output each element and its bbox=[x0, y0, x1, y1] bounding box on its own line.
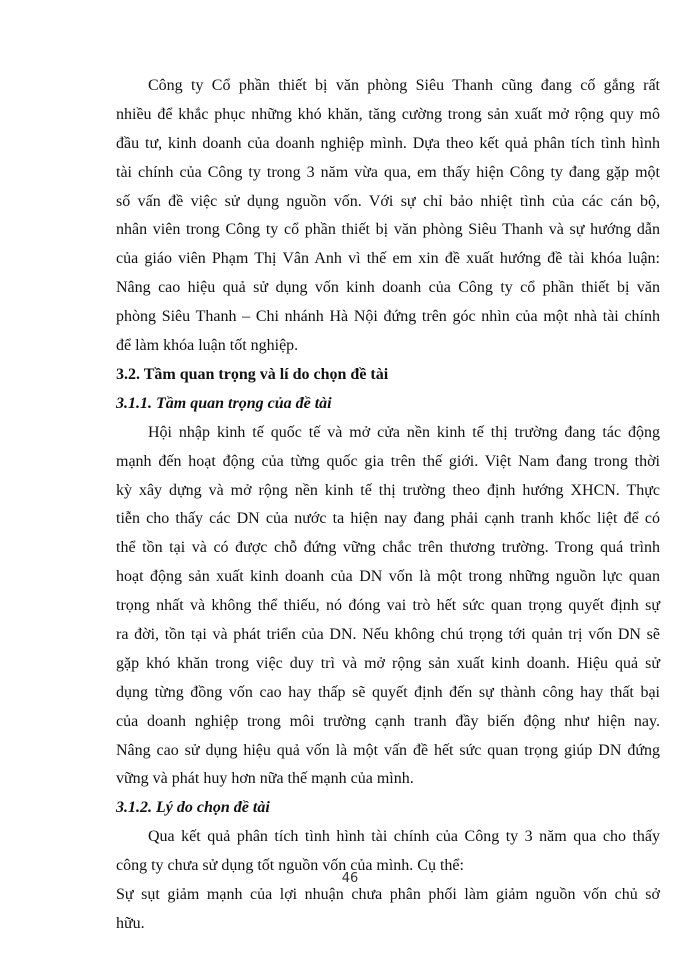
text-line: nhân viên trong Công ty cổ phần thiết bị văn phòng Siêu Thanh và sự hướng dẫn bbox=[116, 221, 660, 239]
section-heading-3-2: 3.2. Tầm quan trọng và lí do chọn đề tài bbox=[116, 365, 389, 383]
text-line: Nâng cao sử dụng hiệu quả vốn là một vấn đề hết sức quan trọng giúp DN đứng bbox=[116, 741, 660, 759]
text-line: thể tồn tại và có được chỗ đứng vững chắc trên thương trường. Trong quá trình bbox=[116, 539, 660, 557]
text-line: số vấn đề việc sử dụng nguồn vốn. Với sự chỉ bảo nhiệt tình của các cán bộ, bbox=[116, 192, 660, 210]
text-line: Nâng cao hiệu quả sử dụng vốn kinh doanh của Công ty cổ phần thiết bị văn bbox=[116, 279, 660, 297]
text-line: Sự sụt giảm mạnh của lợi nhuận chưa phân phối làm giảm nguồn vốn chủ sở bbox=[116, 885, 660, 903]
text-line: kỳ xây dựng và mở rộng nền kinh tế thị trường theo định hướng XHCN. Thực bbox=[116, 481, 660, 499]
text-line: trọng nhất và không thể thiếu, nó đóng vai trò hết sức quan trọng quyết định sự bbox=[116, 597, 660, 615]
text-line: nhiều để khắc phục những khó khăn, tăng cường trong sản xuất mở rộng quy mô bbox=[116, 105, 660, 123]
text-line: mạnh đến hoạt động của từng quốc gia trên thế giới. Việt Nam đang trong thời bbox=[116, 452, 660, 470]
text-line: hữu. bbox=[116, 914, 145, 932]
text-line: công ty chưa sử dụng tốt nguồn vốn của mình. Cụ thể: bbox=[116, 857, 464, 875]
text-line: của giáo viên Phạm Thị Vân Anh vì thế em xin đề xuất hướng đề tài khóa luận: bbox=[116, 250, 660, 268]
page-number: 46 bbox=[341, 871, 359, 886]
text-line: vững và phát huy hơn nữa thế mạnh của mình. bbox=[116, 770, 414, 788]
text-line: ra đời, tồn tại và phát triển của DN. Nếu không chú trọng tới quản trị vốn DN sẽ bbox=[116, 625, 660, 643]
text-line: Công ty Cổ phần thiết bị văn phòng Siêu Thanh cũng đang cố gắng rất bbox=[148, 77, 660, 94]
text-line: Hội nhập kinh tế quốc tế và mở cửa nền kinh tế thị trường đang tác động bbox=[148, 423, 660, 441]
paragraph-detail bbox=[116, 881, 660, 939]
paragraph-importance bbox=[116, 419, 660, 795]
text-line: phòng Siêu Thanh – Chi nhánh Hà Nội đứng trên góc nhìn của một nhà tài chính bbox=[116, 308, 660, 326]
text-line: để làm khóa luận tốt nghiệp. bbox=[116, 337, 299, 355]
text-line: đầu tư, kinh doanh của doanh nghiệp mình. Dựa theo kết quả phân tích tình hình bbox=[116, 134, 660, 152]
text-line: hoạt động sản xuất kinh doanh của DN vốn là một trong những nguồn lực quan bbox=[116, 568, 660, 586]
text-line: gặp khó khăn trong việc duy trì và mở rộng sản xuất kinh doanh. Hiệu quả sử bbox=[116, 654, 660, 672]
page-content bbox=[116, 72, 660, 939]
text-line: của doanh nghiệp trong môi trường cạnh tranh đầy biến động như hiện nay. bbox=[116, 712, 660, 730]
text-line: tài chính của Công ty trong 3 năm vừa qua, em thấy hiện Công ty đang gặp một bbox=[116, 163, 660, 181]
text-line: tiễn cho thấy các DN của nước ta hiện nay đang phải cạnh tranh khốc liệt để có bbox=[116, 510, 660, 528]
text-line: Qua kết quả phân tích tình hình tài chính của Công ty 3 năm qua cho thấy bbox=[148, 828, 660, 846]
subsection-heading-3-1-2: 3.1.2. Lý do chọn đề tài bbox=[116, 799, 270, 817]
paragraph-intro bbox=[116, 72, 660, 361]
subsection-heading-3-1-1: 3.1.1. Tầm quan trọng của đề tài bbox=[116, 394, 332, 412]
text-line: dụng từng đồng vốn cao hay thấp sẽ quyết định đến sự thành công hay thất bại bbox=[116, 683, 660, 701]
